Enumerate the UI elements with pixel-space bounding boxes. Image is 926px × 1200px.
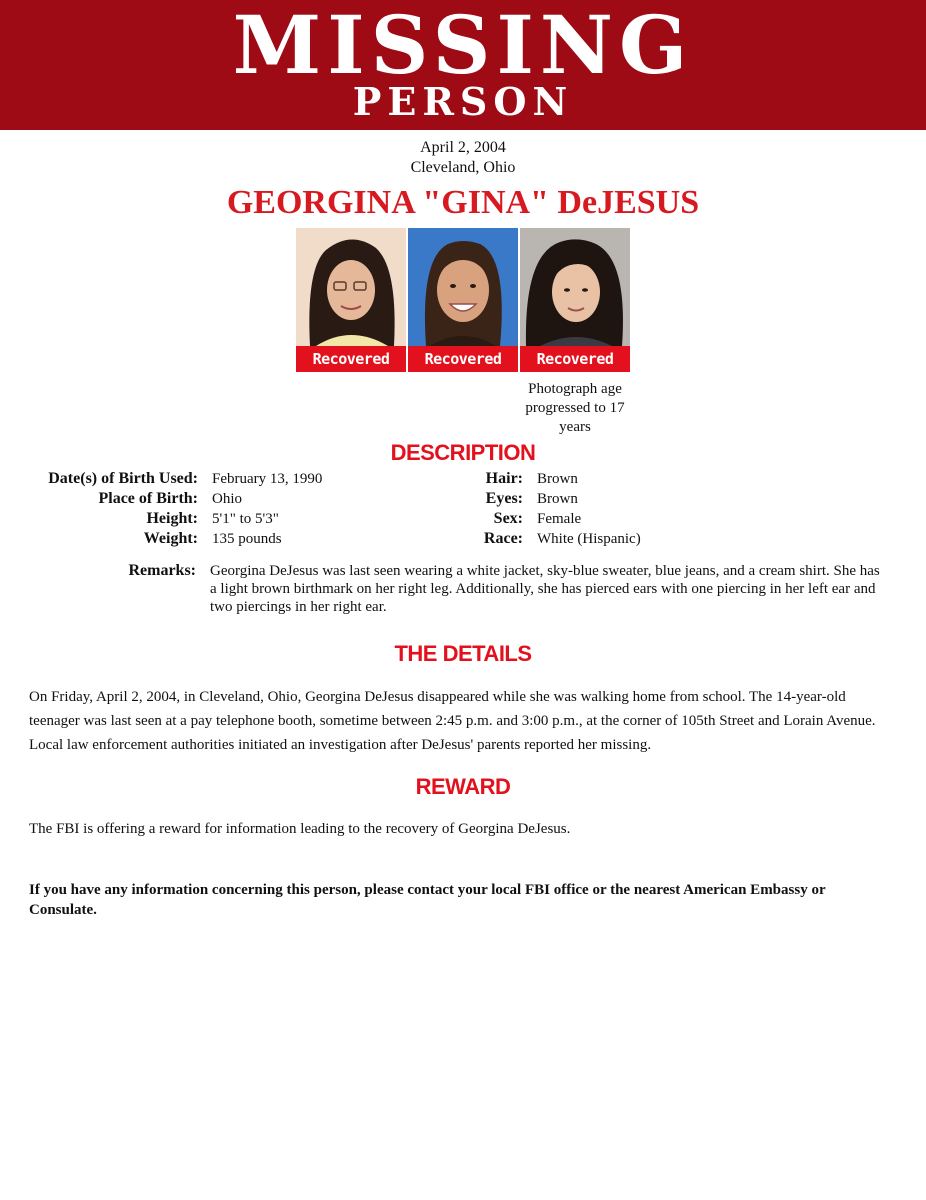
photo-2	[408, 228, 518, 372]
reward-text: The FBI is offering a reward for information leading to the recovery of Georgina DeJesus.	[29, 821, 571, 837]
photo-1	[296, 228, 406, 372]
remarks-text: Georgina DeJesus was last seen wearing a white jacket, sky-blue sweater, blue jeans, and a cream shirt. She has a light brown birthmark on her right leg. Additionally, she has pierced ears with one piercing in her left ear and two piercings in her right ear.	[210, 563, 880, 615]
weight-value: 135 pounds	[212, 531, 282, 547]
height-value: 5'1" to 5'3"	[212, 511, 279, 527]
hair-label: Hair:	[485, 470, 523, 487]
sex-value: Female	[537, 511, 582, 527]
details-text: On Friday, April 2, 2004, in Cleveland, Ohio, Georgina DeJesus disappeared while she was walking home from school. The 14-year-old teenager was last seen at a pay telephone booth, sometime between 2:45 p.m. and 3:00 p.m., at the corner of 105th Street and Lorain Avenue. Local law enforcement authorities initiated an investigation after DeJesus' parents reported her missing.	[29, 689, 876, 753]
weight-label: Weight:	[143, 530, 198, 547]
birth-place-label: Place of Birth:	[98, 490, 198, 507]
birth-date-label: Date(s) of Birth Used:	[48, 470, 198, 487]
recovered-badge: Recovered	[520, 346, 630, 372]
sex-label: Sex:	[493, 510, 523, 527]
photo-3	[520, 228, 630, 372]
race-label: Race:	[483, 530, 523, 547]
photo-caption: Photograph age progressed to 17 years	[525, 381, 625, 435]
header-banner	[0, 0, 926, 130]
recovered-badge: Recovered	[296, 346, 406, 372]
birth-place-value: Ohio	[212, 491, 242, 507]
recovered-badge: Recovered	[408, 346, 518, 372]
eyes-label: Eyes:	[485, 490, 523, 507]
description-heading: DESCRIPTION	[390, 440, 536, 465]
banner-subtitle: PERSON	[352, 79, 574, 124]
race-value: White (Hispanic)	[537, 531, 641, 547]
person-name: GEORGINA "GINA" DeJESUS	[226, 184, 700, 221]
reward-heading: REWARD	[415, 774, 511, 799]
portrait-image	[296, 228, 406, 346]
details-heading: THE DETAILS	[394, 641, 532, 666]
case-location: Cleveland, Ohio	[410, 159, 516, 176]
portrait-image	[520, 228, 630, 346]
birth-date-value: February 13, 1990	[212, 471, 323, 487]
remarks-label: Remarks:	[128, 562, 196, 579]
height-label: Height:	[146, 510, 198, 527]
contact-text: If you have any information concerning this person, please contact your local FBI office or the nearest American Embassy or Consulate.	[29, 882, 826, 918]
hair-value: Brown	[537, 471, 578, 487]
case-date: April 2, 2004	[420, 139, 506, 156]
eyes-value: Brown	[537, 491, 578, 507]
banner-title: MISSING	[232, 0, 694, 92]
portrait-image	[408, 228, 518, 346]
